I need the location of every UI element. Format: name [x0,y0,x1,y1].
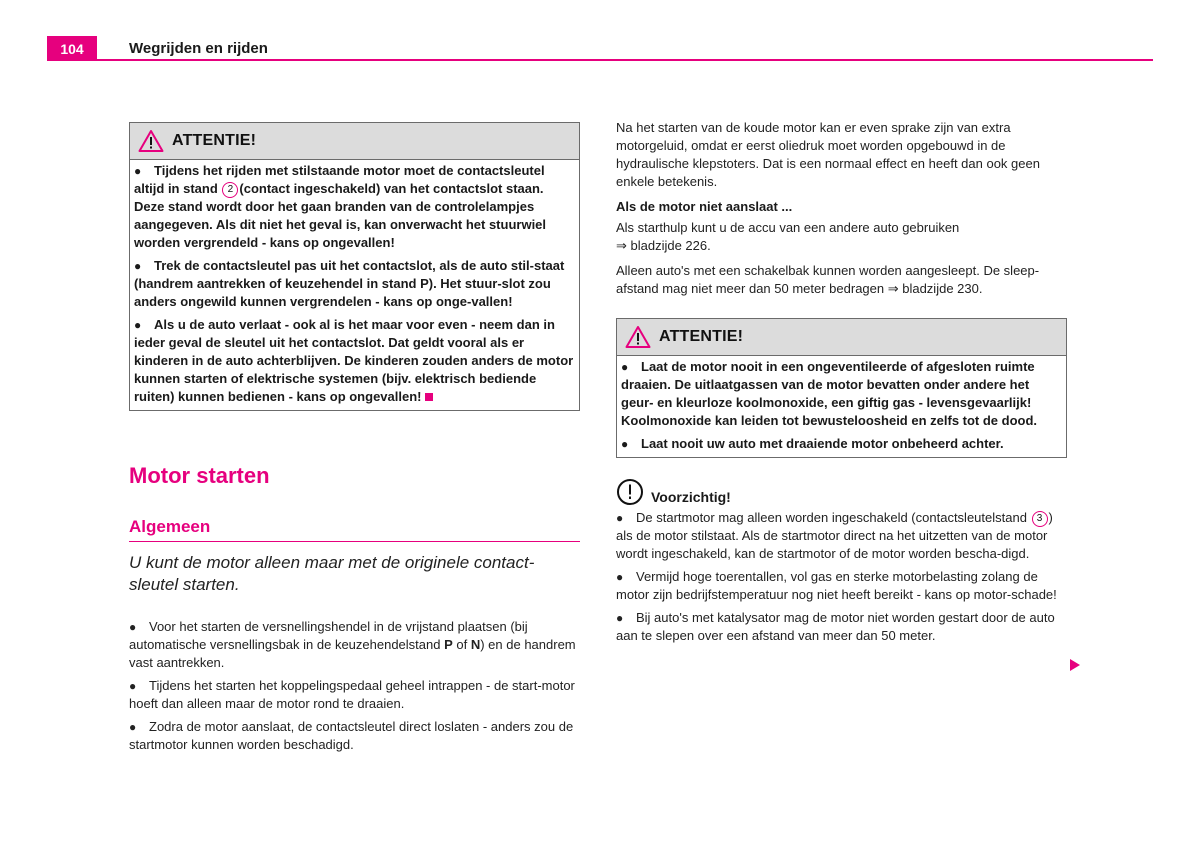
right-column [616,119,1067,645]
list-item: ● Voor het starten de versnellingshendel in de vrijstand plaatsen (bij automatische versnellingsbak in de keuzehendelstand P of N) en de handrem vast aantrekken. [129,619,576,670]
warning-item: ● Laat nooit uw auto met draaiende motor onbeheerd achter. [621,436,1004,451]
warning-title: ATTENTIE! [659,328,744,345]
list-item: ● Vermijd hoge toerentallen, vol gas en sterke motorbelasting zolang de motor zijn bedrijfstemperatuur nog niet heeft bereikt - kans op motor-schade! [616,569,1057,602]
intro-text: U kunt de motor alleen maar met de originele contact-sleutel starten. [129,553,535,594]
header-rule [47,59,1153,61]
warning-title: ATTENTIE! [172,132,257,149]
position-marker: 2 [222,182,238,198]
list-item: ● Bij auto's met katalysator mag de motor niet worden gestart door de auto aan te slepen over een afstand van meer dan 50 meter. [616,610,1055,643]
continue-arrow-icon [1070,659,1080,671]
warning-triangle-icon [138,129,164,153]
warning-item: ● Laat de motor nooit in een ongeventileerde of afgesloten ruimte draaien. De uitlaatgassen van de motor bevatten onder andere het geur- en kleurloze koolmonoxide, een giftig gas - levensgevaarlijk! Koolmonoxide kan leiden tot bewusteloosheid en zelfs tot de dood. [621,359,1038,428]
list-item: ● Tijdens het starten het koppelingspedaal geheel intrappen - de start-motor hoeft dan alleen maar de motor rond te draaien. [129,678,575,711]
caution-header [616,478,1067,506]
warning-box-right [616,318,1067,458]
page-number: 104 [47,36,97,60]
warning-item: ● Tijdens het rijden met stilstaande motor moet de contactsleutel altijd in stand 2 (contact ingeschakeld) van het contactslot staan. Deze stand wordt door het gaan branden van de controlelampjes aangegeven. Als dit niet het geval is, kan onverwacht het stuurwiel worden vergrendeld - kans op ongevallen! [134,163,547,250]
bullet-icon: ● [616,511,624,525]
page-header [47,36,1153,60]
position-marker: 3 [1032,511,1048,527]
caution-title: Voorzichtig! [651,489,731,505]
list-item: ● Zodra de motor aanslaat, de contactsleutel direct loslaten - anders zou de startmotor kunnen worden beschadigd. [129,719,574,752]
warning-header [130,123,579,160]
warning-item: ● Als u de auto verlaat - ook al is het maar voor even - neem dan in ieder geval de sleutel uit het contactslot. Dat geldt vooral als er kinderen in de auto achterblijven. De kinderen zouden anders de motor kunnen starten of elektrische systemen (bijv. elektrisch bediende ruiten) kunnen bedienen - kans op ongevallen! [134,317,574,404]
bullet-icon: ● [621,437,629,451]
page-reference: ⇒ bladzijde 226. [616,238,711,253]
caution-exclamation-icon [616,478,644,506]
warning-item: ● Trek de contactsleutel pas uit het contactslot, als de auto stil-staat (handrem aantrekken of keuzehendel in stand P). Het stuur-slot zou anders ongewild kunnen vergrendelen - kans op onge-vallen! [134,258,565,309]
body-paragraph: Na het starten van de koude motor kan er even sprake zijn van extra motorgeluid, omdat er eerst oliedruk moet worden opgebouwd in de hydraulische klepstoters. Dat is een normaal effect en heeft dan ook geen enkele betekenis. [616,120,1040,189]
warning-body [617,356,1066,457]
bullet-icon: ● [129,679,137,693]
chapter-title: Wegrijden en rijden [129,40,268,57]
warning-triangle-icon [625,325,651,349]
bullet-icon: ● [134,259,142,273]
bullet-icon: ● [129,720,137,734]
left-column [129,122,580,754]
bullet-icon: ● [129,620,137,634]
warning-body [130,160,579,410]
bullet-icon: ● [134,164,142,178]
subheading: Als de motor niet aanslaat ... [616,199,793,214]
subsection-title: Algemeen [129,517,580,542]
body-paragraph: Alleen auto's met een schakelbak kunnen worden aangesleept. De sleep-afstand mag niet meer dan 50 meter bedragen ⇒ bladzijde 230. [616,263,1040,296]
bullet-icon: ● [134,318,142,332]
warning-box-left [129,122,580,411]
bullet-icon: ● [616,570,624,584]
bullet-icon: ● [621,360,629,374]
list-item: ● De startmotor mag alleen worden ingeschakeld (contactsleutelstand 3 ) als de motor stilstaat. Als de startmotor direct na het uitzetten van de motor wordt ingeschakeld, kan de startmotor of de motor worden bescha-digd. [616,510,1053,561]
body-paragraph: Als starthulp kunt u de accu van een andere auto gebruiken ⇒ bladzijde 226. [616,220,960,253]
bullet-icon: ● [616,611,624,625]
end-marker-icon [425,393,433,401]
section-title: Motor starten [129,463,270,488]
warning-header [617,319,1066,356]
